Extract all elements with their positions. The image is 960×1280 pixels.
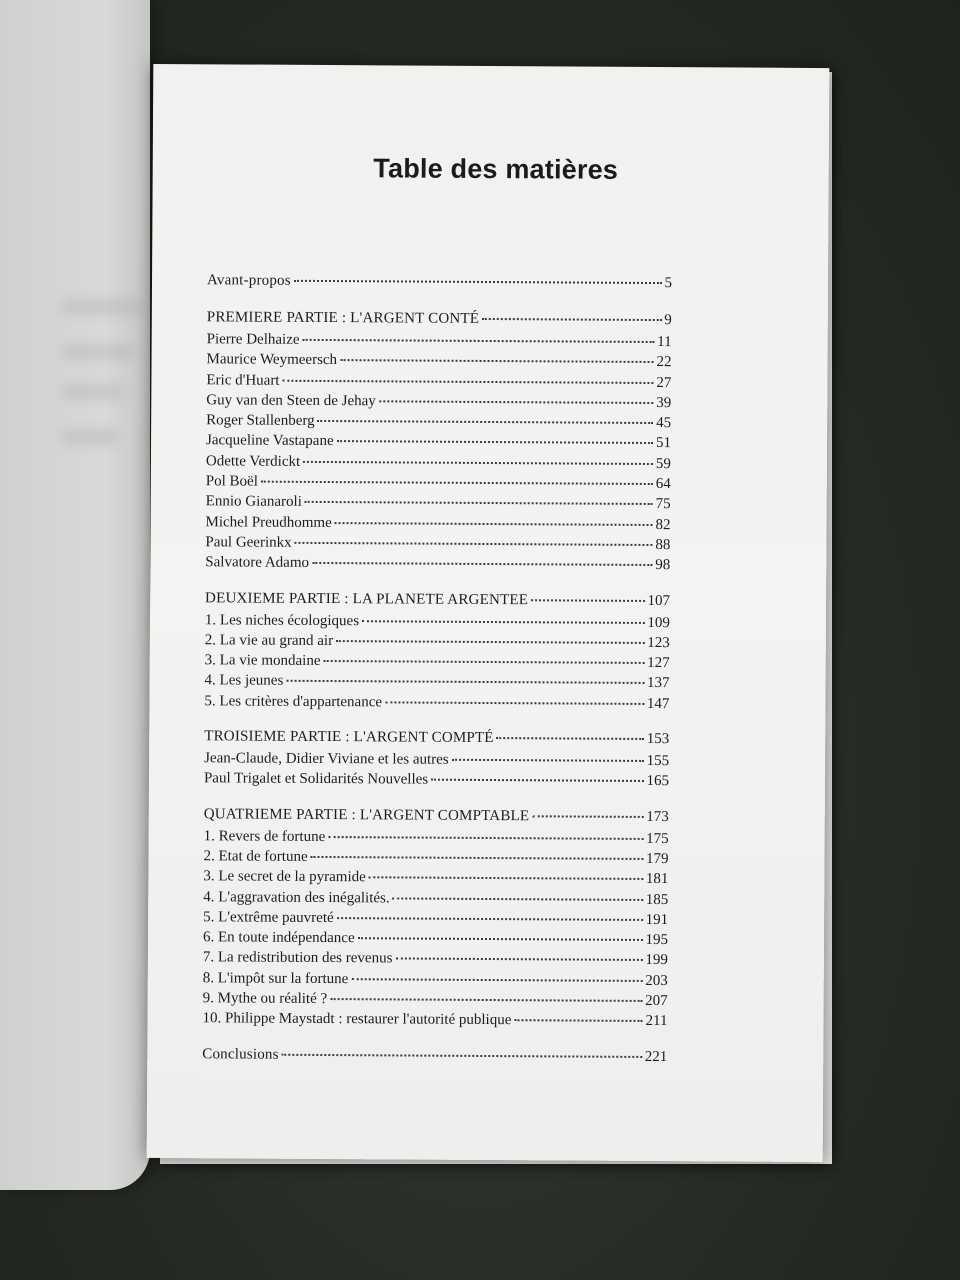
dot-leader xyxy=(323,660,644,664)
toc-page-number: 127 xyxy=(647,655,670,672)
toc-entry-row xyxy=(205,610,670,633)
toc-entry-label: Avant-propos xyxy=(206,272,291,289)
table-of-contents xyxy=(202,270,672,1083)
toc-entry-label: 3. Le secret de la pyramide xyxy=(203,868,366,886)
toc-entry-label: 10. Philippe Maystadt : restaurer l'autorité publique xyxy=(202,1010,512,1029)
toc-section xyxy=(207,270,672,295)
dot-leader xyxy=(328,836,643,840)
toc-page-number: 165 xyxy=(646,773,670,790)
toc-entry-label: 1. Revers de fortune xyxy=(203,827,326,845)
toc-page-number: 45 xyxy=(656,415,672,432)
toc-entry-label: QUATRIEME PARTIE : L'ARGENT COMPTABLE xyxy=(203,805,530,824)
toc-entry-row xyxy=(204,826,669,849)
toc-entry-row xyxy=(203,846,668,869)
dot-leader xyxy=(303,339,655,343)
toc-page-number: 207 xyxy=(645,992,668,1010)
dot-leader xyxy=(351,978,642,982)
page-title: Table des matières xyxy=(373,153,619,185)
toc-page-number: 137 xyxy=(647,675,670,692)
toc-entry-row xyxy=(205,671,670,694)
toc-entry-label: TROISIEME PARTIE : L'ARGENT COMPTÉ xyxy=(204,728,494,747)
dot-leader xyxy=(330,998,642,1002)
toc-page-number: 175 xyxy=(646,830,669,847)
toc-entry-row xyxy=(203,887,668,910)
toc-page-number: 9 xyxy=(664,312,672,329)
toc-entry-label: 6. En toute indépendance xyxy=(202,929,355,947)
dot-leader xyxy=(395,958,642,962)
toc-entry-label: 1. Les niches écologiques xyxy=(204,611,360,629)
toc-page-number: 59 xyxy=(655,455,671,472)
blurred-text xyxy=(62,345,132,359)
toc-entry-label: Maurice Weymeersch xyxy=(206,351,338,369)
dot-leader xyxy=(303,461,653,465)
toc-page-number: 191 xyxy=(645,911,669,928)
toc-entry-label: 2. La vie au grand air xyxy=(204,632,334,649)
toc-entry-row xyxy=(205,630,670,653)
toc-entry-label: PREMIERE PARTIE : L'ARGENT CONTÉ xyxy=(206,309,480,327)
toc-page-number: 39 xyxy=(656,394,672,412)
toc-entry-label: 5. Les critères d'appartenance xyxy=(204,693,383,711)
toc-entry-label: Paul Geerinkx xyxy=(205,534,292,551)
toc-entry-label: 9. Mythe ou réalité ? xyxy=(202,990,328,1008)
blurred-text xyxy=(62,385,122,399)
toc-entry-row xyxy=(206,390,671,413)
toc-entry-label: Salvatore Adamo xyxy=(205,554,310,572)
toc-entry-label: Jean-Claude, Didier Viviane et les autres xyxy=(204,750,449,768)
dot-leader xyxy=(379,400,653,404)
dot-leader xyxy=(532,815,643,818)
toc-entry-row xyxy=(203,948,668,971)
toc-entry-label: 4. Les jeunes xyxy=(204,672,284,690)
dot-leader xyxy=(431,779,643,782)
dot-leader xyxy=(531,599,644,602)
toc-entry-label: Roger Stallenberg xyxy=(206,412,315,430)
toc-entry-row xyxy=(202,1009,667,1032)
toc-entry-label: Michel Preudhomme xyxy=(205,513,332,531)
dot-leader xyxy=(318,420,654,424)
toc-page-number: 155 xyxy=(646,753,670,770)
toc-entry-label: Ennio Gianaroli xyxy=(205,493,302,511)
dot-leader xyxy=(305,501,653,505)
toc-page-number: 75 xyxy=(655,496,671,513)
facing-page xyxy=(0,0,150,1190)
dot-leader xyxy=(311,856,643,860)
toc-heading-row xyxy=(202,1044,667,1069)
toc-entry-row xyxy=(204,748,669,771)
toc-entry-row xyxy=(205,650,670,673)
toc-page-number: 185 xyxy=(645,891,669,908)
dot-leader xyxy=(335,522,653,526)
toc-entry-label: DEUXIEME PARTIE : LA PLANETE ARGENTEE xyxy=(205,589,529,608)
toc-entry-row xyxy=(205,532,670,555)
toc-entry-label: Pierre Delhaize xyxy=(206,331,300,348)
toc-entry-row xyxy=(206,431,671,454)
dot-leader xyxy=(261,481,653,485)
toc-entry-row xyxy=(206,350,671,373)
toc-page-number: 203 xyxy=(645,972,668,989)
dot-leader xyxy=(362,620,644,624)
toc-entry-label: 2. Etat de fortune xyxy=(203,848,308,865)
toc-page-number: 107 xyxy=(647,592,671,609)
toc-entry-label: Pol Boël xyxy=(205,473,258,490)
dot-leader xyxy=(337,917,643,921)
toc-entry-row xyxy=(206,370,671,393)
dot-leader xyxy=(452,759,644,762)
toc-entry-row xyxy=(204,691,669,714)
toc-entry-row xyxy=(203,907,668,930)
dot-leader xyxy=(514,1019,642,1022)
toc-entry-label: 8. L'impôt sur la fortune xyxy=(202,969,349,987)
toc-entry-row xyxy=(205,553,670,576)
toc-page-number: 64 xyxy=(655,476,671,493)
toc-page-number: 5 xyxy=(664,275,673,292)
dot-leader xyxy=(482,318,661,321)
toc-heading-row xyxy=(204,804,669,829)
dot-leader xyxy=(283,379,654,383)
dot-leader xyxy=(358,937,643,941)
toc-entry-row xyxy=(206,471,671,494)
toc-page-number: 123 xyxy=(647,634,670,651)
toc-entry-row xyxy=(203,927,668,950)
toc-entry-label: 7. La redistribution des revenus xyxy=(202,949,393,967)
toc-page-number: 221 xyxy=(644,1048,668,1065)
dot-leader xyxy=(294,280,662,284)
toc-page-number: 82 xyxy=(655,516,671,533)
dot-leader xyxy=(385,701,644,705)
toc-page-number: 195 xyxy=(645,932,669,949)
toc-entry-label: Conclusions xyxy=(202,1045,279,1063)
toc-page-number: 173 xyxy=(646,808,669,825)
toc-section xyxy=(202,1044,667,1069)
toc-page-number: 22 xyxy=(656,354,672,371)
blurred-text xyxy=(62,300,142,314)
toc-page-number: 181 xyxy=(645,871,669,888)
dot-leader xyxy=(497,737,644,740)
toc-entry-label: 5. L'extrême pauvreté xyxy=(203,909,334,926)
dot-leader xyxy=(282,1053,642,1057)
dot-leader xyxy=(369,877,643,881)
toc-page-number: 211 xyxy=(645,1013,668,1030)
dot-leader xyxy=(295,542,653,546)
toc-entry-label: Guy van den Steen de Jehay xyxy=(206,392,376,410)
toc-page-number: 199 xyxy=(645,952,668,969)
toc-heading-row xyxy=(204,726,669,751)
toc-page-number: 179 xyxy=(645,850,669,868)
toc-entry-label: 4. L'aggravation des inégalités. xyxy=(203,888,390,906)
book-page xyxy=(147,64,830,1162)
toc-heading-row xyxy=(205,588,670,613)
toc-entry-row xyxy=(203,867,668,890)
toc-heading-row xyxy=(207,270,672,295)
toc-entry-label: Odette Verdickt xyxy=(205,453,301,470)
toc-heading-row xyxy=(207,307,672,332)
toc-entry-label: Jacqueline Vastapane xyxy=(205,432,334,450)
dot-leader xyxy=(336,640,644,644)
toc-entry-label: 3. La vie mondaine xyxy=(204,652,321,670)
toc-page-number: 109 xyxy=(647,614,670,631)
toc-entry-row xyxy=(203,988,668,1011)
toc-page-number: 98 xyxy=(655,557,671,574)
blurred-text xyxy=(62,430,117,444)
toc-page-number: 153 xyxy=(646,731,670,748)
toc-page-number: 147 xyxy=(646,695,670,712)
toc-entry-label: Eric d'Huart xyxy=(206,371,280,389)
toc-entry-row xyxy=(203,968,668,991)
toc-section xyxy=(205,307,672,575)
toc-page-number: 11 xyxy=(657,334,672,351)
dot-leader xyxy=(286,680,644,684)
toc-entry-label: Paul Trigalet et Solidarités Nouvelles xyxy=(203,770,429,788)
toc-section xyxy=(204,588,670,714)
toc-entry-row xyxy=(206,410,671,433)
toc-entry-row xyxy=(205,512,670,535)
dot-leader xyxy=(337,441,653,445)
toc-page-number: 51 xyxy=(655,435,672,452)
dot-leader xyxy=(340,359,653,363)
toc-section xyxy=(202,804,668,1032)
toc-entry-row xyxy=(206,492,671,515)
toc-entry-row xyxy=(206,451,671,474)
toc-entry-row xyxy=(204,769,669,792)
toc-entry-row xyxy=(207,329,672,352)
toc-page-number: 27 xyxy=(656,374,672,391)
toc-section xyxy=(204,726,669,791)
dot-leader xyxy=(312,562,652,566)
dot-leader xyxy=(393,897,643,901)
toc-page-number: 88 xyxy=(655,536,671,554)
